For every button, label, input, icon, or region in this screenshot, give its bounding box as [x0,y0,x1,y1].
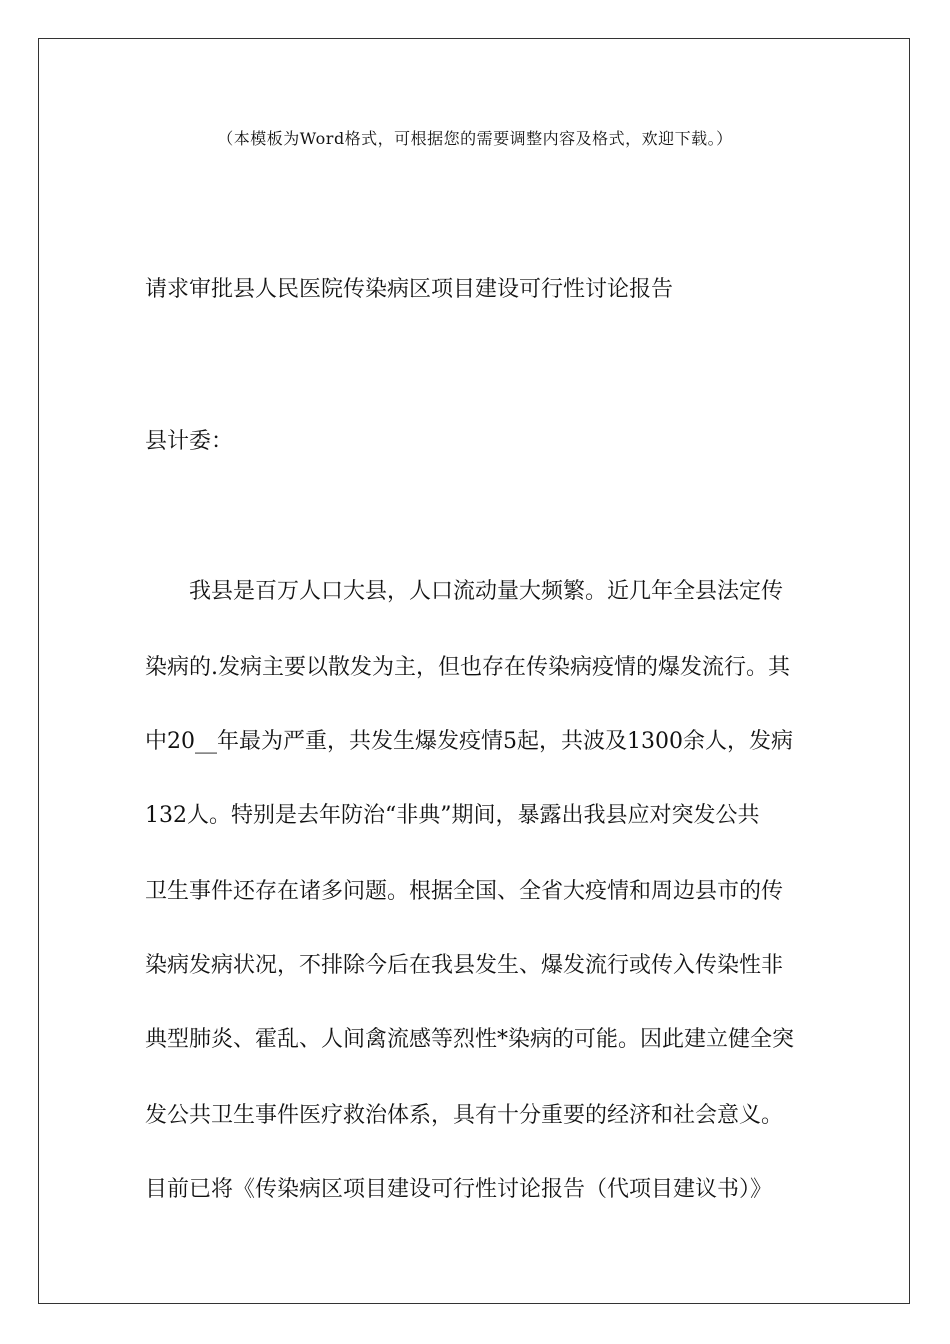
template-note: （本模板为Word格式，可根据您的需要调整内容及格式，欢迎下载。） [217,129,733,148]
body-line: 目前已将《传染病区项目建设可行性讨论报告（代项目建议书）》 [145,1177,773,1202]
body-line: 中20__年最为严重，共发生爆发疫情5起，共波及1300余人，发病 [145,729,793,754]
salutation: 县计委： [145,429,234,454]
body-line: 卫生事件还存在诸多问题。根据全国、全省大疫情和周边县市的传 [145,879,784,904]
body-line: 132人。特别是去年防治“非典”期间，暴露出我县应对突发公共 [145,803,760,828]
body-line: 我县是百万人口大县，人口流动量大频繁。近几年全县法定传 [189,579,784,604]
body-line: 染病的.发病主要以散发为主，但也存在传染病疫情的爆发流行。其 [145,655,790,680]
document-title: 请求审批县人民医院传染病区项目建设可行性讨论报告 [145,277,674,302]
body-line: 发公共卫生事件医疗救治体系，具有十分重要的经济和社会意义。 [145,1103,784,1128]
body-line: 典型肺炎、霍乱、人间禽流感等烈性*染病的可能。因此建立健全突 [145,1027,795,1052]
body-line: 染病发病状况，不排除今后在我县发生、爆发流行或传入传染性非 [145,953,784,978]
